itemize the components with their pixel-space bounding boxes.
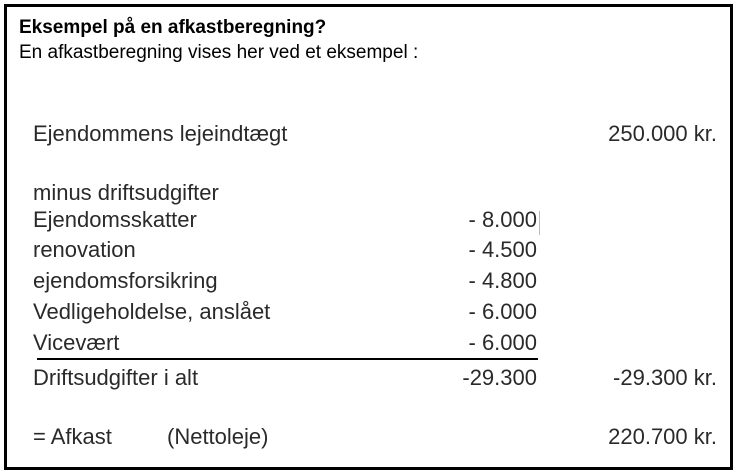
subtotal-amount: -29.300	[462, 365, 537, 390]
expense-label: Vicevært	[33, 330, 120, 355]
result-note: (Nettoleje)	[167, 424, 269, 449]
result-label: = Afkast	[33, 424, 112, 449]
expense-amount: - 4.500	[468, 237, 537, 262]
expenses-header: minus driftsudgifter	[33, 180, 219, 205]
intro-text: En afkastberegning vises her ved et eksempel :	[19, 42, 419, 63]
income-label: Ejendommens lejeindtægt	[33, 121, 288, 146]
expense-label: Ejendomsskatter	[33, 207, 197, 232]
expense-label: ejendomsforsikring	[33, 268, 218, 293]
result-total: 220.700 kr.	[608, 424, 717, 449]
page-title: Eksempel på en afkastberegning?	[19, 17, 327, 38]
income-total: 250.000 kr.	[608, 121, 717, 146]
text-cursor	[539, 211, 540, 235]
expense-label: renovation	[33, 237, 136, 262]
expense-amount: - 8.000	[468, 207, 537, 232]
subtotal-label: Driftsudgifter i alt	[33, 365, 199, 390]
calculation-box	[4, 4, 733, 470]
expense-amount: - 6.000	[468, 330, 537, 355]
sum-divider	[37, 358, 538, 360]
expense-amount: - 6.000	[468, 299, 537, 324]
expense-label: Vedligeholdelse, anslået	[33, 299, 271, 324]
subtotal-total: -29.300 kr.	[613, 365, 717, 390]
expense-amount: - 4.800	[468, 268, 537, 293]
